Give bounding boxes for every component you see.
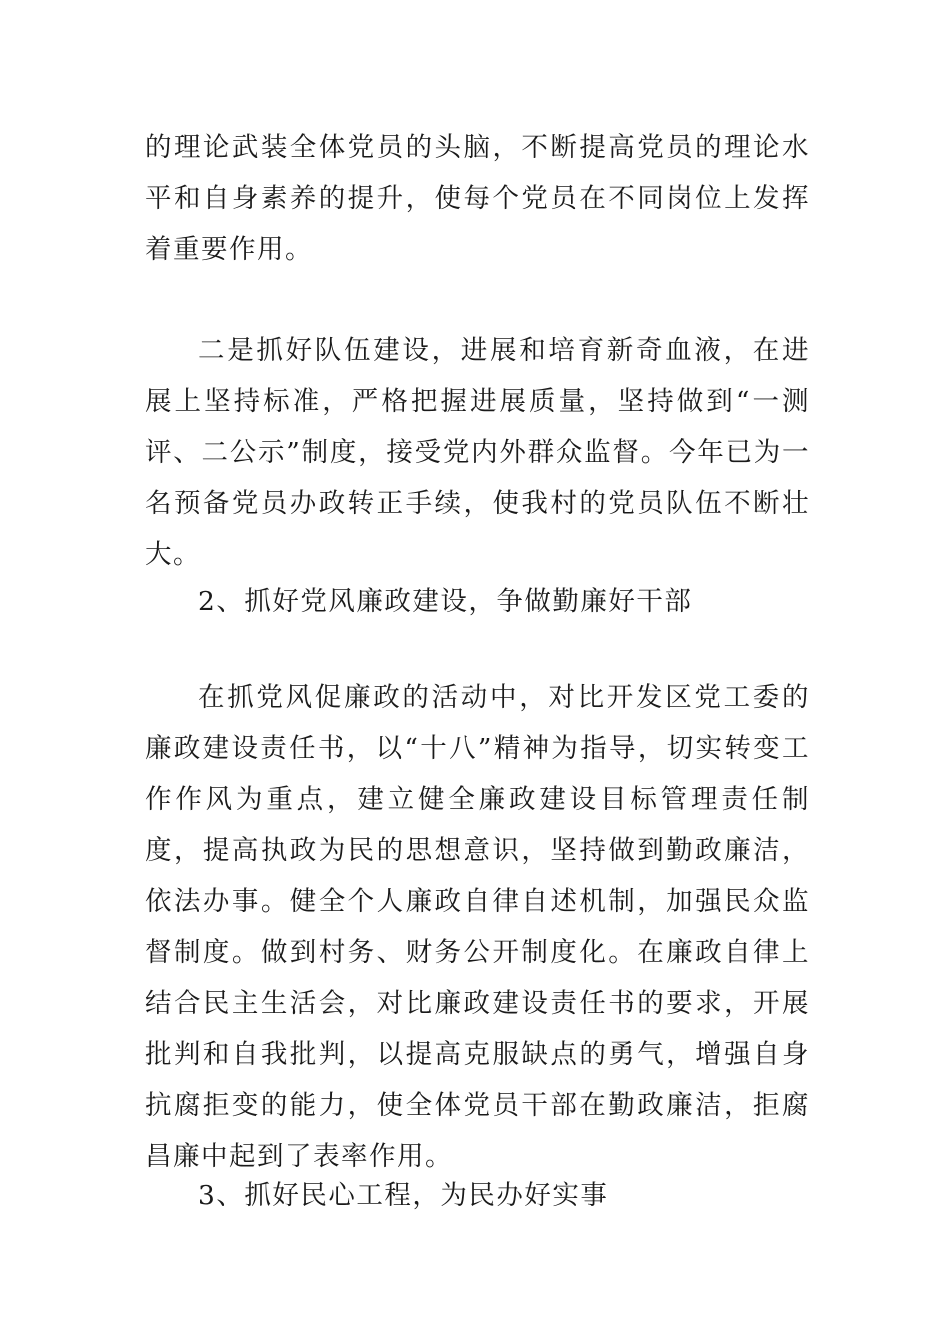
paragraph-team-building: 二是抓好队伍建设，进展和培育新奇血液，在进展上坚持标准，严格把握进展质量，坚持做到“一测评、二公示”制度，接受党内外群众监督。今年已为一名预备党员办政转正手续，使我村的党员队伍不断壮大。	[145, 335, 810, 570]
section-heading-2: 2、抓好党风廉政建设，争做勤廉好干部	[198, 586, 693, 617]
paragraph-continuation: 的理论武装全体党员的头脑，不断提高党员的理论水平和自身素养的提升，使每个党员在不同岗位上发挥着重要作用。	[145, 132, 810, 265]
section-heading-3: 3、抓好民心工程，为民办好实事	[198, 1180, 609, 1211]
paragraph-integrity: 在抓党风促廉政的活动中，对比开发区党工委的廉政建设责任书，以“十八”精神为指导，切实转变工作作风为重点，建立健全廉政建设目标管理责任制度，提高执政为民的思想意识，坚持做到勤政廉洁，依法办事。健全个人廉政自律自述机制，加强民众监督制度。做到村务、财务公开制度化。在廉政自律上结合民主生活会，对比廉政建设责任书的要求，开展批判和自我批判，以提高克服缺点的勇气，增强自身抗腐拒变的能力，使全体党员干部在勤政廉洁，拒腐昌廉中起到了表率作用。	[145, 682, 810, 1172]
